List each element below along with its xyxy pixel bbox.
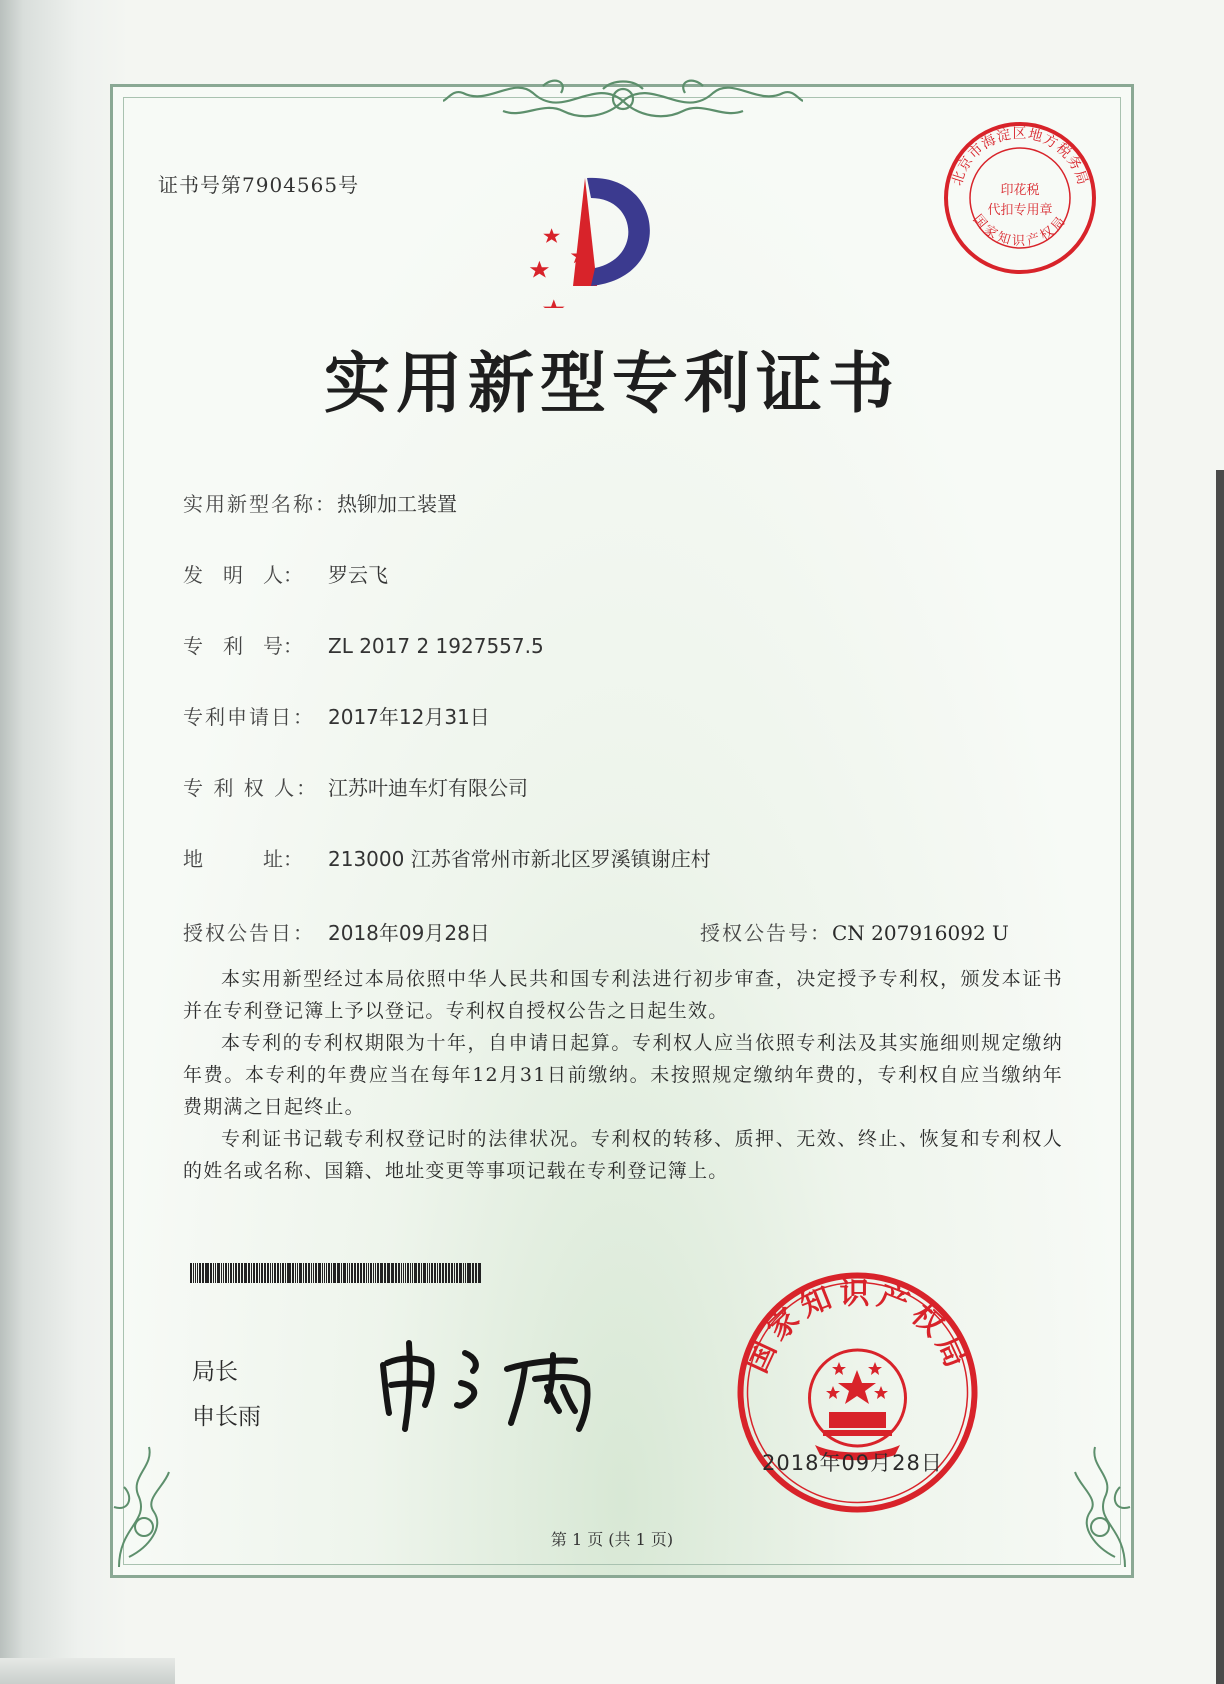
barcode-bar xyxy=(261,1263,263,1283)
barcode-bar xyxy=(421,1263,422,1283)
barcode-bar xyxy=(360,1263,362,1283)
barcode-bar xyxy=(295,1263,297,1283)
barcode-bar xyxy=(202,1263,204,1283)
barcode-bar xyxy=(459,1263,462,1283)
barcode-bar xyxy=(311,1263,312,1283)
barcode-bar xyxy=(403,1263,404,1283)
barcode-bar xyxy=(377,1263,380,1283)
barcode-bar xyxy=(272,1263,273,1283)
barcode-bar xyxy=(270,1263,271,1283)
barcode-bar xyxy=(412,1263,414,1283)
field-label: 发 明 人： xyxy=(183,563,303,587)
field-application-date xyxy=(183,701,490,730)
barcode-bar xyxy=(373,1263,374,1283)
barcode-bar xyxy=(193,1263,195,1283)
field-value: 江苏叶迪车灯有限公司 xyxy=(328,776,528,800)
barcode-bar xyxy=(427,1263,428,1283)
svg-text:代扣专用章: 代扣专用章 xyxy=(987,203,1053,218)
field-label: 专利申请日： xyxy=(183,705,315,729)
page-number: 第 1 页 (共 1 页) xyxy=(550,1530,674,1549)
barcode-bar xyxy=(398,1263,400,1283)
barcode-bar xyxy=(267,1263,270,1283)
barcode-bar xyxy=(251,1263,252,1283)
field-value: 213000 江苏省常州市新北区罗溪镇谢庄村 xyxy=(328,847,711,871)
barcode-bar xyxy=(384,1263,387,1283)
field-value: 2017年12月31日 xyxy=(328,705,490,729)
field-label: 授权公告号： xyxy=(700,921,832,945)
barcode-bar xyxy=(431,1263,433,1283)
field-value: 罗云飞 xyxy=(328,563,388,587)
barcode-bar xyxy=(347,1263,348,1283)
field-label: 实用新型名称： xyxy=(183,492,337,516)
barcode-bar xyxy=(467,1263,468,1283)
barcode-bar xyxy=(238,1263,240,1283)
barcode xyxy=(190,1263,482,1283)
barcode-bar xyxy=(248,1263,251,1283)
barcode-bar xyxy=(375,1263,376,1283)
barcode-bar xyxy=(410,1263,411,1283)
barcode-bar xyxy=(326,1263,327,1283)
barcode-bar xyxy=(465,1263,466,1283)
barcode-bar xyxy=(414,1263,417,1283)
barcode-bar xyxy=(195,1263,196,1283)
ornament-top-icon xyxy=(443,71,803,131)
svg-text:北京市海淀区地方税务局: 北京市海淀区地方税务局 xyxy=(949,126,1091,188)
barcode-bar xyxy=(315,1263,317,1283)
barcode-bar xyxy=(206,1263,209,1283)
scan-bottom-edge xyxy=(0,1658,175,1684)
barcode-bar xyxy=(454,1263,455,1283)
barcode-bar xyxy=(190,1263,192,1283)
director-title: 局长 xyxy=(192,1359,238,1385)
barcode-bar xyxy=(259,1263,260,1283)
barcode-bar xyxy=(235,1263,237,1283)
barcode-bar xyxy=(442,1263,444,1283)
barcode-bar xyxy=(363,1263,365,1283)
svg-text:印花税: 印花税 xyxy=(1000,183,1040,198)
field-value: 2018年09月28日 xyxy=(328,921,490,945)
barcode-bar xyxy=(349,1263,351,1283)
field-label: 专 利 号： xyxy=(183,634,303,658)
barcode-bar xyxy=(337,1263,340,1283)
barcode-bar xyxy=(366,1263,367,1283)
barcode-bar xyxy=(242,1263,243,1283)
barcode-bar xyxy=(418,1263,421,1283)
barcode-bar xyxy=(401,1263,403,1283)
barcode-bar xyxy=(407,1263,409,1283)
page-title: 实用新型专利证书 xyxy=(324,345,900,422)
barcode-bar xyxy=(387,1263,390,1283)
barcode-bar xyxy=(313,1263,315,1283)
field-label: 授权公告日： xyxy=(183,921,315,945)
certificate-body xyxy=(183,963,1063,1187)
office-seal-icon xyxy=(735,1270,980,1515)
patent-office-logo-icon xyxy=(525,168,705,308)
field-address xyxy=(183,843,711,872)
field-patentee xyxy=(183,772,528,801)
director-name: 申长雨 xyxy=(192,1404,261,1430)
barcode-bar xyxy=(456,1263,459,1283)
barcode-bar xyxy=(253,1263,255,1283)
barcode-bar xyxy=(395,1263,398,1283)
barcode-bar xyxy=(228,1263,229,1283)
barcode-bar xyxy=(341,1263,343,1283)
barcode-bar xyxy=(451,1263,453,1283)
barcode-bar xyxy=(423,1263,426,1283)
barcode-bar xyxy=(233,1263,234,1283)
barcode-bar xyxy=(322,1263,324,1283)
field-value: 热铆加工装置 xyxy=(337,492,457,516)
barcode-bar xyxy=(328,1263,330,1283)
barcode-bar xyxy=(429,1263,431,1283)
barcode-bar xyxy=(333,1263,334,1283)
barcode-bar xyxy=(308,1263,310,1283)
body-paragraph: 本专利的专利权期限为十年，自申请日起算。专利权人应当依照专利法及其实施细则规定缴纳年费。本专利的年费应当在每年12月31日前缴纳。未按照规定缴纳年费的，专利权自应当缴纳年费期满之日起终止。 xyxy=(183,1032,1063,1118)
barcode-bar xyxy=(434,1263,436,1283)
barcode-bar xyxy=(217,1263,220,1283)
barcode-bar xyxy=(297,1263,298,1283)
barcode-bar xyxy=(380,1263,383,1283)
barcode-bar xyxy=(285,1263,286,1283)
field-label: 地 址： xyxy=(183,847,303,871)
barcode-bar xyxy=(478,1263,481,1283)
barcode-bar xyxy=(437,1263,438,1283)
barcode-bar xyxy=(324,1263,325,1283)
seal-date: 2018年09月28日 xyxy=(762,1451,943,1475)
barcode-bar xyxy=(305,1263,308,1283)
field-patent-number xyxy=(183,630,544,659)
barcode-bar xyxy=(439,1263,442,1283)
barcode-bar xyxy=(280,1263,281,1283)
director-signature-icon xyxy=(375,1325,635,1435)
scan-edge xyxy=(1216,470,1224,1684)
field-utility-model-name xyxy=(183,488,457,517)
barcode-bar xyxy=(213,1263,215,1283)
barcode-bar xyxy=(199,1263,201,1283)
barcode-bar xyxy=(274,1263,277,1283)
barcode-bar xyxy=(448,1263,450,1283)
barcode-bar xyxy=(288,1263,291,1283)
field-value: ZL 2017 2 1927557.5 xyxy=(328,634,544,658)
barcode-bar xyxy=(331,1263,332,1283)
body-paragraph: 专利证书记载专利权登记时的法律状况。专利权的转移、质押、无效、终止、恢复和专利权人的姓名或名称、国籍、地址变更等事项记载在专利登记簿上。 xyxy=(183,1128,1063,1182)
svg-text:国家知识产权局: 国家知识产权局 xyxy=(969,212,1071,250)
barcode-bar xyxy=(292,1263,294,1283)
barcode-bar xyxy=(221,1263,223,1283)
barcode-bar xyxy=(264,1263,266,1283)
field-announcement-number xyxy=(700,917,1009,946)
field-inventor xyxy=(183,559,388,588)
body-paragraph: 本实用新型经过本局依照中华人民共和国专利法进行初步审查，决定授予专利权，颁发本证书并在专利登记簿上予以登记。专利权自授权公告之日起生效。 xyxy=(183,968,1063,1022)
barcode-bar xyxy=(299,1263,302,1283)
field-value: CN 207916092 U xyxy=(832,921,1009,945)
barcode-bar xyxy=(391,1263,394,1283)
field-announcement-date xyxy=(183,917,490,946)
barcode-bar xyxy=(468,1263,471,1283)
field-label: 专 利 权 人： xyxy=(183,776,319,800)
barcode-bar xyxy=(354,1263,356,1283)
barcode-bar xyxy=(303,1263,304,1283)
barcode-bar xyxy=(287,1263,288,1283)
barcode-bar xyxy=(357,1263,360,1283)
barcode-bar xyxy=(230,1263,233,1283)
barcode-bar xyxy=(241,1263,242,1283)
barcode-bar xyxy=(215,1263,216,1283)
barcode-bar xyxy=(210,1263,212,1283)
barcode-bar xyxy=(256,1263,259,1283)
certificate-number: 证书号第7904565号 xyxy=(158,173,360,197)
barcode-bar xyxy=(368,1263,369,1283)
barcode-bar xyxy=(343,1263,346,1283)
barcode-bar xyxy=(282,1263,284,1283)
barcode-bar xyxy=(318,1263,321,1283)
barcode-bar xyxy=(277,1263,279,1283)
barcode-bar xyxy=(405,1263,406,1283)
barcode-bar xyxy=(370,1263,373,1283)
barcode-bar xyxy=(244,1263,247,1283)
barcode-bar xyxy=(223,1263,224,1283)
barcode-bar xyxy=(463,1263,464,1283)
svg-text:国家知识产权局: 国家知识产权局 xyxy=(739,1276,976,1379)
tax-seal-icon xyxy=(940,118,1100,278)
barcode-bar xyxy=(475,1263,477,1283)
barcode-bar xyxy=(472,1263,475,1283)
barcode-bar xyxy=(197,1263,198,1283)
barcode-bar xyxy=(445,1263,448,1283)
barcode-bar xyxy=(351,1263,353,1283)
barcode-bar xyxy=(225,1263,227,1283)
barcode-bar xyxy=(205,1263,206,1283)
barcode-bar xyxy=(334,1263,336,1283)
